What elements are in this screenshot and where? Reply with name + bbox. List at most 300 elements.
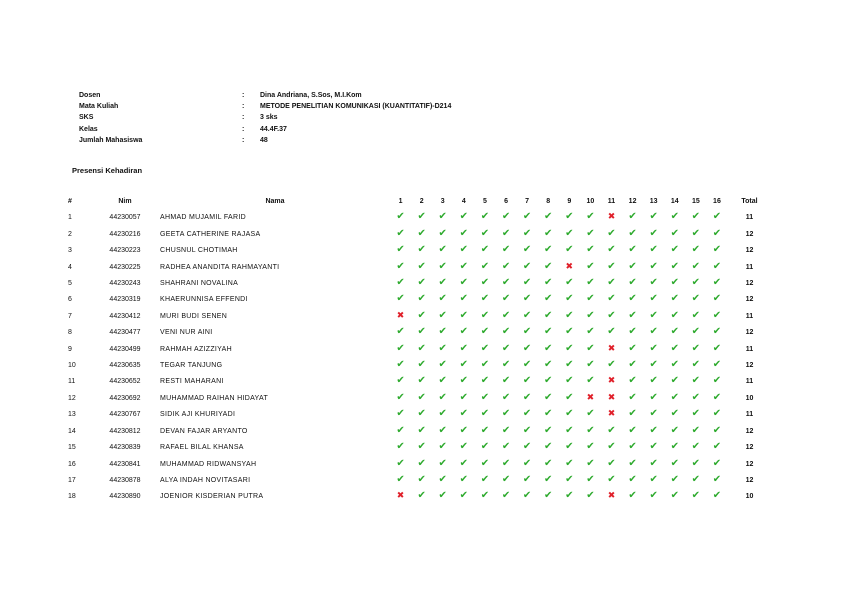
attendance-cell (517, 457, 538, 473)
attendance-cell (685, 489, 706, 505)
row-total: 11 (745, 312, 754, 320)
attendance-cell (664, 358, 685, 374)
check-icon: ✔ (438, 375, 447, 387)
attendance-cell (601, 276, 622, 292)
attendance-cell (643, 358, 664, 374)
check-icon: ✔ (438, 490, 447, 502)
check-icon: ✔ (712, 342, 722, 354)
attendance-cell (453, 489, 474, 505)
row-number: 8 (68, 329, 72, 337)
table-row (68, 358, 772, 374)
attendance-cell (559, 358, 580, 374)
attendance-cell (495, 210, 516, 226)
attendance-cell (580, 227, 601, 243)
check-icon: ✔ (396, 424, 405, 436)
attendance-cell (559, 210, 580, 226)
row-total: 12 (745, 427, 754, 435)
table-row (68, 424, 772, 440)
attendance-cell (622, 424, 643, 440)
check-icon: ✔ (544, 473, 553, 485)
check-icon: ✔ (649, 441, 658, 453)
attendance-cell (559, 473, 580, 489)
check-icon: ✔ (480, 227, 490, 239)
check-icon: ✔ (501, 359, 511, 371)
info-label: SKS (79, 114, 94, 122)
check-icon: ✔ (480, 441, 490, 453)
attendance-cell (411, 309, 432, 325)
check-icon: ✔ (586, 244, 595, 256)
attendance-cell (664, 292, 685, 308)
check-icon: ✔ (649, 260, 658, 272)
attendance-cell (453, 440, 474, 456)
attendance-cell (474, 292, 495, 308)
attendance-cell (580, 260, 601, 276)
check-icon: ✔ (417, 391, 426, 403)
attendance-cell (664, 210, 685, 226)
attendance-cell (559, 243, 580, 259)
check-icon: ✔ (396, 227, 405, 239)
attendance-cell (495, 243, 516, 259)
check-icon: ✔ (628, 293, 637, 305)
check-icon: ✔ (586, 277, 595, 289)
check-icon: ✔ (522, 260, 532, 272)
attendance-cell (411, 473, 432, 489)
check-icon: ✔ (607, 424, 616, 436)
row-nama: CHUSNUL CHOTIMAH (160, 247, 238, 255)
attendance-cell (538, 358, 559, 374)
check-icon: ✔ (396, 293, 405, 305)
row-number: 18 (68, 493, 76, 501)
check-icon: ✔ (649, 342, 658, 354)
row-nim: 44230319 (109, 296, 141, 304)
attendance-cell (580, 292, 601, 308)
attendance-cell (538, 243, 559, 259)
attendance-cell (664, 243, 685, 259)
row-nim: 44230057 (109, 214, 141, 222)
attendance-cell (432, 440, 453, 456)
attendance-cell (517, 424, 538, 440)
attendance-cell (390, 292, 411, 308)
check-icon: ✔ (417, 359, 426, 371)
attendance-cell (559, 489, 580, 505)
attendance-cell (432, 292, 453, 308)
attendance-cell (685, 325, 706, 341)
attendance-cell (580, 325, 601, 341)
attendance-cell (580, 358, 601, 374)
attendance-cell (706, 473, 727, 489)
attendance-cell (390, 243, 411, 259)
attendance-cell (538, 325, 559, 341)
check-icon: ✔ (544, 227, 553, 239)
check-icon: ✔ (417, 342, 426, 354)
attendance-cell (495, 276, 516, 292)
attendance-cell (474, 325, 495, 341)
check-icon: ✔ (501, 309, 511, 321)
row-nim: 44230839 (109, 444, 141, 452)
attendance-cell (580, 424, 601, 440)
check-icon: ✔ (607, 260, 616, 272)
row-total: 12 (745, 460, 754, 468)
check-icon: ✔ (480, 309, 490, 321)
check-icon: ✔ (459, 260, 469, 272)
info-label: Kelas (79, 125, 98, 133)
check-icon: ✔ (670, 244, 679, 256)
attendance-cell (580, 473, 601, 489)
attendance-cell (538, 489, 559, 505)
check-icon: ✔ (522, 309, 532, 321)
attendance-cell (685, 374, 706, 390)
row-nim: 44230499 (109, 345, 141, 353)
attendance-cell (559, 342, 580, 358)
attendance-cell (517, 309, 538, 325)
attendance-cell (601, 358, 622, 374)
row-nim: 44230412 (109, 312, 141, 320)
check-icon: ✔ (607, 359, 616, 371)
check-icon: ✔ (501, 424, 511, 436)
check-icon: ✔ (522, 457, 532, 469)
attendance-cell (706, 342, 727, 358)
check-icon: ✔ (459, 441, 469, 453)
check-icon: ✔ (712, 424, 722, 436)
attendance-cell (538, 391, 559, 407)
row-nama: VENI NUR AINI (160, 329, 213, 337)
attendance-cell (685, 424, 706, 440)
check-icon: ✔ (522, 441, 532, 453)
check-icon: ✔ (417, 441, 426, 453)
check-icon: ✔ (628, 342, 637, 354)
check-icon: ✔ (586, 326, 595, 338)
header-meeting: 3 (440, 198, 445, 205)
attendance-cell (517, 473, 538, 489)
table-row (68, 489, 772, 505)
check-icon: ✔ (480, 457, 490, 469)
row-nama: MURI BUDI SENEN (160, 312, 228, 320)
check-icon: ✔ (565, 227, 574, 239)
row-nim: 44230223 (109, 247, 141, 255)
attendance-cell (411, 391, 432, 407)
check-icon: ✔ (649, 375, 658, 387)
attendance-cell (622, 358, 643, 374)
attendance-cell (390, 276, 411, 292)
header-meeting: 10 (586, 198, 595, 205)
check-icon: ✔ (544, 211, 553, 223)
attendance-cell (495, 325, 516, 341)
attendance-cell (559, 440, 580, 456)
table-row (68, 457, 772, 473)
attendance-cell (706, 391, 727, 407)
row-total: 12 (745, 444, 754, 452)
attendance-cell (664, 260, 685, 276)
check-icon: ✔ (649, 293, 658, 305)
info-label: Jumlah Mahasiswa (79, 136, 143, 144)
check-icon: ✔ (712, 391, 722, 403)
check-icon: ✔ (649, 326, 658, 338)
attendance-cell (643, 210, 664, 226)
info-label: Mata Kuliah (79, 103, 119, 111)
row-nama: DEVAN FAJAR ARYANTO (160, 427, 248, 435)
attendance-cell (622, 342, 643, 358)
check-icon: ✔ (565, 473, 574, 485)
info-separator: : (242, 92, 245, 99)
attendance-cell (432, 342, 453, 358)
attendance-cell (559, 309, 580, 325)
attendance-cell (601, 243, 622, 259)
row-number: 4 (68, 263, 72, 271)
check-icon: ✔ (480, 375, 490, 387)
check-icon: ✔ (586, 441, 595, 453)
attendance-cell (622, 325, 643, 341)
attendance-cell (580, 374, 601, 390)
check-icon: ✔ (438, 326, 447, 338)
check-icon: ✔ (501, 441, 511, 453)
check-icon: ✔ (649, 490, 658, 502)
info-separator: : (242, 136, 245, 144)
check-icon: ✔ (459, 359, 469, 371)
check-icon: ✔ (586, 342, 595, 354)
attendance-cell (538, 457, 559, 473)
check-icon: ✔ (459, 293, 469, 305)
attendance-cell (538, 440, 559, 456)
attendance-cell (559, 260, 580, 276)
cross-icon: ✖ (607, 391, 616, 402)
attendance-cell (706, 210, 727, 226)
attendance-cell (685, 440, 706, 456)
row-total: 12 (745, 247, 754, 255)
check-icon: ✔ (628, 244, 637, 256)
check-icon: ✔ (544, 391, 553, 403)
attendance-cell (390, 391, 411, 407)
row-total: 11 (745, 263, 754, 271)
row-nama: RADHEA ANANDITA RAHMAYANTI (160, 263, 280, 271)
row-nama: GEETA CATHERINE RAJASA (160, 230, 261, 238)
check-icon: ✔ (649, 424, 658, 436)
attendance-cell (411, 210, 432, 226)
check-icon: ✔ (670, 391, 679, 403)
attendance-cell (685, 276, 706, 292)
attendance-cell (643, 243, 664, 259)
check-icon: ✔ (438, 424, 447, 436)
check-icon: ✔ (649, 408, 658, 420)
attendance-cell (453, 473, 474, 489)
attendance-cell (411, 292, 432, 308)
header-meeting: 13 (649, 198, 658, 205)
attendance-cell (453, 325, 474, 341)
attendance-cell (685, 391, 706, 407)
attendance-cell (411, 457, 432, 473)
check-icon: ✔ (691, 490, 701, 502)
header-meeting: 4 (461, 198, 466, 205)
attendance-cell (664, 473, 685, 489)
check-icon: ✔ (628, 408, 637, 420)
header-nama: Nama (265, 198, 285, 205)
check-icon: ✔ (459, 342, 469, 354)
row-nim: 44230243 (109, 280, 141, 288)
attendance-cell (580, 391, 601, 407)
attendance-cell (601, 424, 622, 440)
row-nim: 44230841 (109, 460, 141, 468)
table-header-row (68, 194, 772, 210)
attendance-cell (390, 457, 411, 473)
check-icon: ✔ (712, 293, 722, 305)
attendance-cell (643, 374, 664, 390)
check-icon: ✔ (565, 326, 574, 338)
attendance-cell (432, 210, 453, 226)
attendance-cell (685, 358, 706, 374)
attendance-cell (495, 440, 516, 456)
check-icon: ✔ (480, 326, 490, 338)
attendance-cell (706, 374, 727, 390)
check-icon: ✔ (586, 473, 595, 485)
attendance-cell (495, 342, 516, 358)
table-row (68, 292, 772, 308)
attendance-cell (538, 473, 559, 489)
attendance-cell (622, 292, 643, 308)
attendance-cell (580, 489, 601, 505)
check-icon: ✔ (438, 342, 447, 354)
check-icon: ✔ (691, 309, 701, 321)
attendance-cell (622, 407, 643, 423)
cross-icon: ✖ (396, 490, 405, 501)
attendance-cell (495, 391, 516, 407)
attendance-cell (517, 227, 538, 243)
attendance-cell (664, 391, 685, 407)
table-row (68, 260, 772, 276)
attendance-cell (580, 276, 601, 292)
check-icon: ✔ (417, 260, 426, 272)
attendance-cell (390, 440, 411, 456)
check-icon: ✔ (417, 408, 426, 420)
check-icon: ✔ (565, 375, 574, 387)
check-icon: ✔ (501, 375, 511, 387)
check-icon: ✔ (670, 359, 679, 371)
check-icon: ✔ (628, 277, 637, 289)
attendance-cell (622, 243, 643, 259)
attendance-cell (664, 342, 685, 358)
check-icon: ✔ (480, 277, 490, 289)
check-icon: ✔ (691, 277, 701, 289)
attendance-cell (643, 227, 664, 243)
check-icon: ✔ (501, 326, 511, 338)
check-icon: ✔ (396, 408, 405, 420)
attendance-cell (495, 424, 516, 440)
attendance-cell (495, 457, 516, 473)
attendance-cell (580, 309, 601, 325)
check-icon: ✔ (438, 457, 447, 469)
attendance-cell (706, 358, 727, 374)
attendance-cell (474, 358, 495, 374)
check-icon: ✔ (417, 227, 426, 239)
check-icon: ✔ (480, 424, 490, 436)
check-icon: ✔ (712, 326, 722, 338)
check-icon: ✔ (480, 260, 490, 272)
check-icon: ✔ (691, 244, 701, 256)
check-icon: ✔ (649, 309, 658, 321)
check-icon: ✔ (586, 293, 595, 305)
attendance-cell (559, 407, 580, 423)
attendance-cell (643, 260, 664, 276)
check-icon: ✔ (438, 244, 447, 256)
attendance-cell (664, 227, 685, 243)
attendance-cell (495, 374, 516, 390)
row-number: 16 (68, 460, 76, 468)
row-nim: 44230767 (109, 411, 141, 419)
check-icon: ✔ (691, 293, 701, 305)
attendance-cell (411, 276, 432, 292)
check-icon: ✔ (438, 359, 447, 371)
check-icon: ✔ (628, 309, 637, 321)
attendance-cell (643, 424, 664, 440)
attendance-cell (664, 457, 685, 473)
check-icon: ✔ (565, 441, 574, 453)
header-meeting: 9 (567, 198, 572, 205)
attendance-cell (517, 342, 538, 358)
check-icon: ✔ (459, 424, 469, 436)
check-icon: ✔ (396, 375, 405, 387)
check-icon: ✔ (480, 244, 490, 256)
attendance-cell (495, 358, 516, 374)
attendance-cell (538, 374, 559, 390)
attendance-cell (643, 440, 664, 456)
attendance-cell (559, 424, 580, 440)
row-nama: ALYA INDAH NOVITASARI (160, 476, 251, 484)
attendance-cell (643, 342, 664, 358)
attendance-cell (474, 227, 495, 243)
check-icon: ✔ (670, 211, 679, 223)
row-nim: 44230225 (109, 263, 141, 271)
attendance-cell (538, 342, 559, 358)
attendance-cell (643, 325, 664, 341)
check-icon: ✔ (691, 211, 701, 223)
attendance-cell (622, 227, 643, 243)
attendance-cell (474, 342, 495, 358)
check-icon: ✔ (501, 227, 511, 239)
check-icon: ✔ (480, 490, 490, 502)
header-total: Total (741, 198, 758, 205)
attendance-cell (474, 374, 495, 390)
attendance-cell (517, 440, 538, 456)
attendance-cell (390, 407, 411, 423)
check-icon: ✔ (396, 359, 405, 371)
attendance-cell (474, 440, 495, 456)
check-icon: ✔ (670, 277, 679, 289)
attendance-cell (601, 374, 622, 390)
attendance-cell (601, 309, 622, 325)
attendance-cell (411, 440, 432, 456)
attendance-cell (559, 391, 580, 407)
check-icon: ✔ (607, 277, 616, 289)
attendance-cell (601, 292, 622, 308)
attendance-cell (453, 457, 474, 473)
check-icon: ✔ (670, 293, 679, 305)
check-icon: ✔ (670, 309, 679, 321)
attendance-cell (601, 440, 622, 456)
attendance-cell (495, 407, 516, 423)
check-icon: ✔ (417, 473, 426, 485)
attendance-cell (538, 424, 559, 440)
check-icon: ✔ (438, 441, 447, 453)
check-icon: ✔ (522, 277, 532, 289)
row-number: 6 (68, 296, 72, 304)
check-icon: ✔ (565, 277, 574, 289)
check-icon: ✔ (480, 359, 490, 371)
check-icon: ✔ (607, 473, 616, 485)
attendance-cell (495, 473, 516, 489)
check-icon: ✔ (565, 490, 574, 502)
attendance-cell (643, 391, 664, 407)
attendance-cell (601, 489, 622, 505)
check-icon: ✔ (396, 342, 405, 354)
check-icon: ✔ (586, 359, 595, 371)
